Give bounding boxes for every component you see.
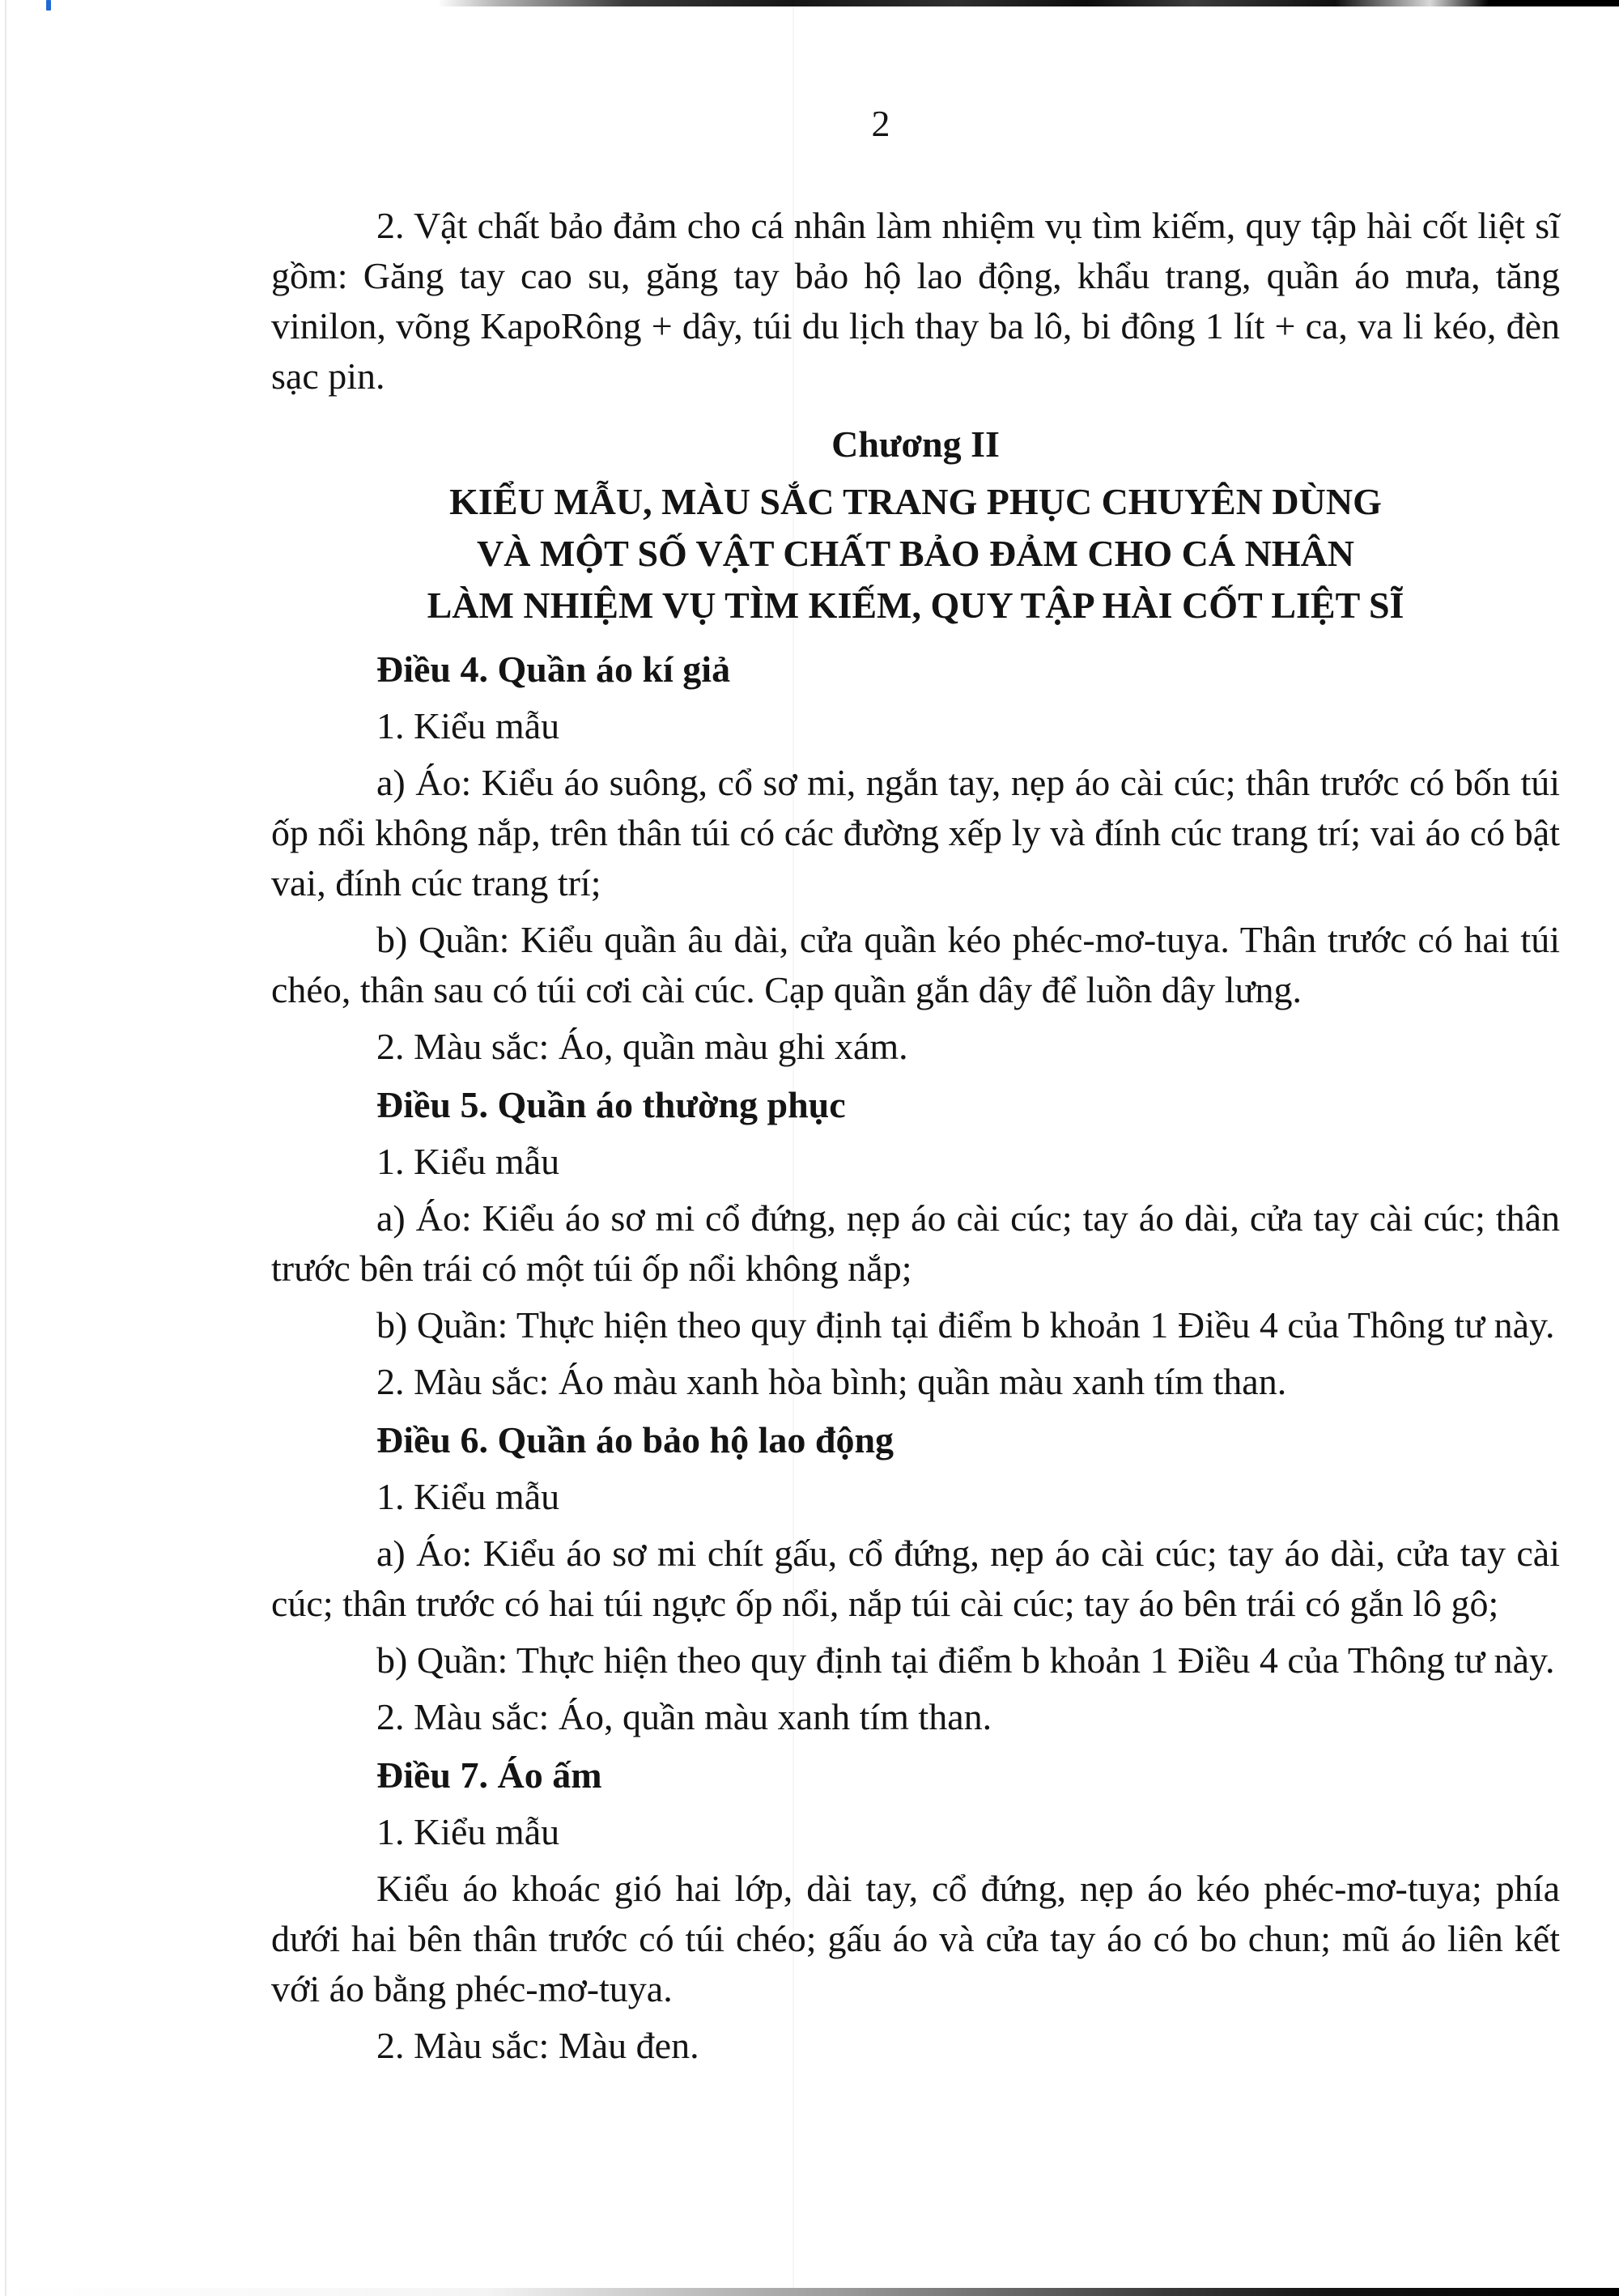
article-5-paragraph-3: b) Quần: Thực hiện theo quy định tại điểm b khoản 1 Điều 4 của Thông tư này. bbox=[376, 1304, 1555, 1346]
article-7-heading: Điều 7. Áo ấm bbox=[376, 1754, 602, 1796]
chapter-label: Chương II bbox=[831, 423, 1000, 465]
article-5-paragraph-1: 1. Kiểu mẫu bbox=[376, 1141, 560, 1182]
scan-artifact-bottom-bar bbox=[0, 2288, 1619, 2296]
article-7-paragraph-1: 1. Kiểu mẫu bbox=[376, 1811, 560, 1852]
article-5-paragraph-2: a) Áo: Kiểu áo sơ mi cổ đứng, nẹp áo cài cúc; tay áo dài, cửa tay cài cúc; thân trước bên trái có một túi ốp nổi không nắp; bbox=[271, 1197, 1560, 1289]
article-6-paragraph-3: b) Quần: Thực hiện theo quy định tại điểm b khoản 1 Điều 4 của Thông tư này. bbox=[376, 1639, 1555, 1681]
article-6-paragraph-4: 2. Màu sắc: Áo, quần màu xanh tím than. bbox=[376, 1696, 992, 1737]
article-7-paragraph-3: 2. Màu sắc: Màu đen. bbox=[376, 2025, 699, 2066]
article-6-paragraph-2: a) Áo: Kiểu áo sơ mi chít gấu, cổ đứng, nẹp áo cài cúc; tay áo dài, cửa tay cài cúc; thân trước có hai túi ngực ốp nổi, nắp túi cài cúc; tay áo bên trái có gắn lô gô; bbox=[271, 1533, 1560, 1624]
article-6-paragraph-1: 1. Kiểu mẫu bbox=[376, 1476, 560, 1517]
chapter-title-line-2: VÀ MỘT SỐ VẬT CHẤT BẢO ĐẢM CHO CÁ NHÂN bbox=[476, 533, 1355, 574]
article-4-paragraph-3: b) Quần: Kiểu quần âu dài, cửa quần kéo phéc-mơ-tuya. Thân trước có hai túi chéo, thân sau có túi cơi cài cúc. Cạp quần gắn dây để luồn dây lưng. bbox=[271, 919, 1560, 1010]
article-4-paragraph-2: a) Áo: Kiểu áo suông, cổ sơ mi, ngắn tay, nẹp áo cài cúc; thân trước có bốn túi ốp nổi không nắp, trên thân túi có các đường xếp ly và đính cúc trang trí; vai áo có bật vai, đính cúc trang trí; bbox=[271, 762, 1560, 904]
chapter-title-line-3: LÀM NHIỆM VỤ TÌM KIẾM, QUY TẬP HÀI CỐT LIỆT SĨ bbox=[427, 585, 1404, 626]
article-4-paragraph-1: 1. Kiểu mẫu bbox=[376, 705, 560, 746]
article-7-paragraph-2: Kiểu áo khoác gió hai lớp, dài tay, cổ đứng, nẹp áo kéo phéc-mơ-tuya; phía dưới hai bên thân trước có túi chéo; gấu áo và cửa tay áo có bo chun; mũ áo liên kết với áo bằng phéc-mơ-tuya. bbox=[271, 1868, 1560, 2009]
scan-artifact-blue-mark bbox=[46, 0, 51, 11]
article-4-paragraph-4: 2. Màu sắc: Áo, quần màu ghi xám. bbox=[376, 1026, 908, 1067]
article-5-paragraph-4: 2. Màu sắc: Áo màu xanh hòa bình; quần màu xanh tím than. bbox=[376, 1361, 1287, 1402]
page-number: 2 bbox=[871, 103, 890, 144]
article-4-heading: Điều 4. Quần áo kí giả bbox=[376, 648, 731, 690]
scan-artifact-top-bar bbox=[437, 0, 1619, 6]
article-6-heading: Điều 6. Quần áo bảo hộ lao động bbox=[376, 1419, 894, 1461]
scan-artifact-left-edge-line bbox=[5, 0, 6, 2296]
chapter-title-line-1: KIỂU MẪU, MÀU SẮC TRANG PHỤC CHUYÊN DÙNG bbox=[449, 481, 1382, 522]
intro-paragraph: 2. Vật chất bảo đảm cho cá nhân làm nhiệm vụ tìm kiếm, quy tập hài cốt liệt sĩ gồm: Găng tay cao su, găng tay bảo hộ lao động, khẩu trang, quần áo mưa, tăng vinilon, võng KapoRông + dây, túi du lịch thay ba lô, bi đông 1 lít + ca, va li kéo, đèn sạc pin. bbox=[271, 205, 1560, 397]
document-body bbox=[271, 201, 1560, 2077]
article-5-heading: Điều 5. Quần áo thường phục bbox=[376, 1084, 846, 1125]
